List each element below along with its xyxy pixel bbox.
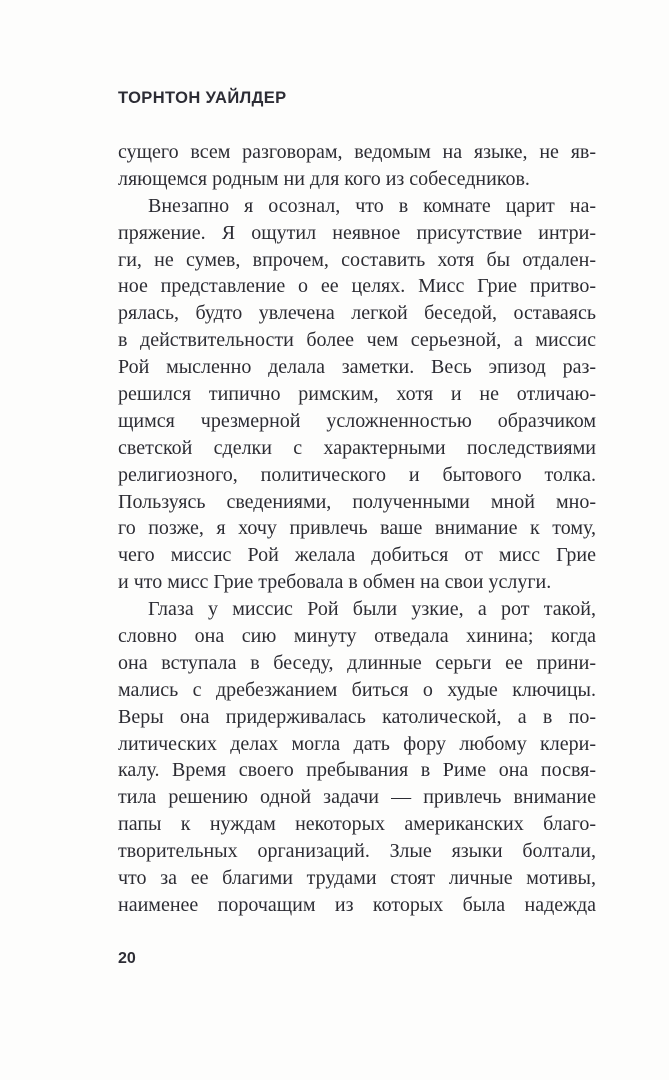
- text-line: она вступала в беседу, длинные серьги ее прини-: [118, 651, 596, 674]
- text-line: ное представление о ее целях. Мисс Грие притво-: [118, 275, 596, 298]
- text-line: ляющемся родным ни для кого из собеседников.: [118, 167, 530, 190]
- text-line: решился типично римским, хотя и не отличаю-: [118, 383, 596, 406]
- text-line: сущего всем разговорам, ведомым на языке, не яв-: [118, 141, 596, 163]
- text-line: щимся чрезмерной усложненностью образчиком: [118, 409, 596, 432]
- text-line: творительных организаций. Злые языки болтали,: [118, 840, 596, 863]
- text-line: ги, не сумев, впрочем, составить хотя бы отдален-: [118, 248, 596, 271]
- text-line: Пользуясь сведениями, полученными мной мно-: [118, 490, 596, 513]
- text-line: мались с дребезжанием биться о худые ключицы.: [118, 678, 596, 701]
- text-line: пряжение. Я ощутил неявное присутствие интри-: [118, 221, 596, 244]
- text-line: рялась, будто увлечена легкой беседой, оставаясь: [118, 302, 596, 325]
- text-line: литических делах могла дать фору любому клери-: [118, 732, 596, 755]
- text-line: наименее порочащим из которых была надежда: [118, 893, 596, 916]
- text-line: в действительности более чем серьезной, а миссис: [118, 329, 596, 352]
- text-line: что за ее благими трудами стоят личные мотивы,: [118, 867, 596, 890]
- text-line: религиозного, политического и бытового толка.: [118, 463, 596, 486]
- text-line: чего миссис Рой желала добиться от мисс Грие: [118, 544, 596, 567]
- running-header: ТОРНТОН УАЙЛДЕР: [118, 89, 287, 107]
- text-line: папы к нуждам некоторых американских благо-: [118, 813, 596, 836]
- text-line: го позже, я хочу привлечь ваше внимание к тому,: [118, 517, 596, 540]
- text-line: калу. Время своего пребывания в Риме она посвя-: [118, 759, 596, 782]
- text-line: светской сделки с характерными последствиями: [118, 436, 596, 459]
- page-number: 20: [118, 950, 136, 967]
- text-line: Внезапно я осознал, что в комнате царит на-: [148, 194, 596, 217]
- text-line: Веры она придерживалась католической, а в по-: [118, 705, 596, 728]
- text-line: и что мисс Грие требовала в обмен на свои услуги.: [118, 571, 552, 594]
- text-line: словно она сию минуту отведала хинина; когда: [118, 625, 596, 648]
- text-line: Глаза у миссис Рой были узкие, а рот такой,: [148, 598, 596, 621]
- text-line: тила решению одной задачи — привлечь внимание: [118, 786, 596, 809]
- text-line: Рой мысленно делала заметки. Весь эпизод раз-: [118, 356, 596, 379]
- body-text: [118, 139, 596, 919]
